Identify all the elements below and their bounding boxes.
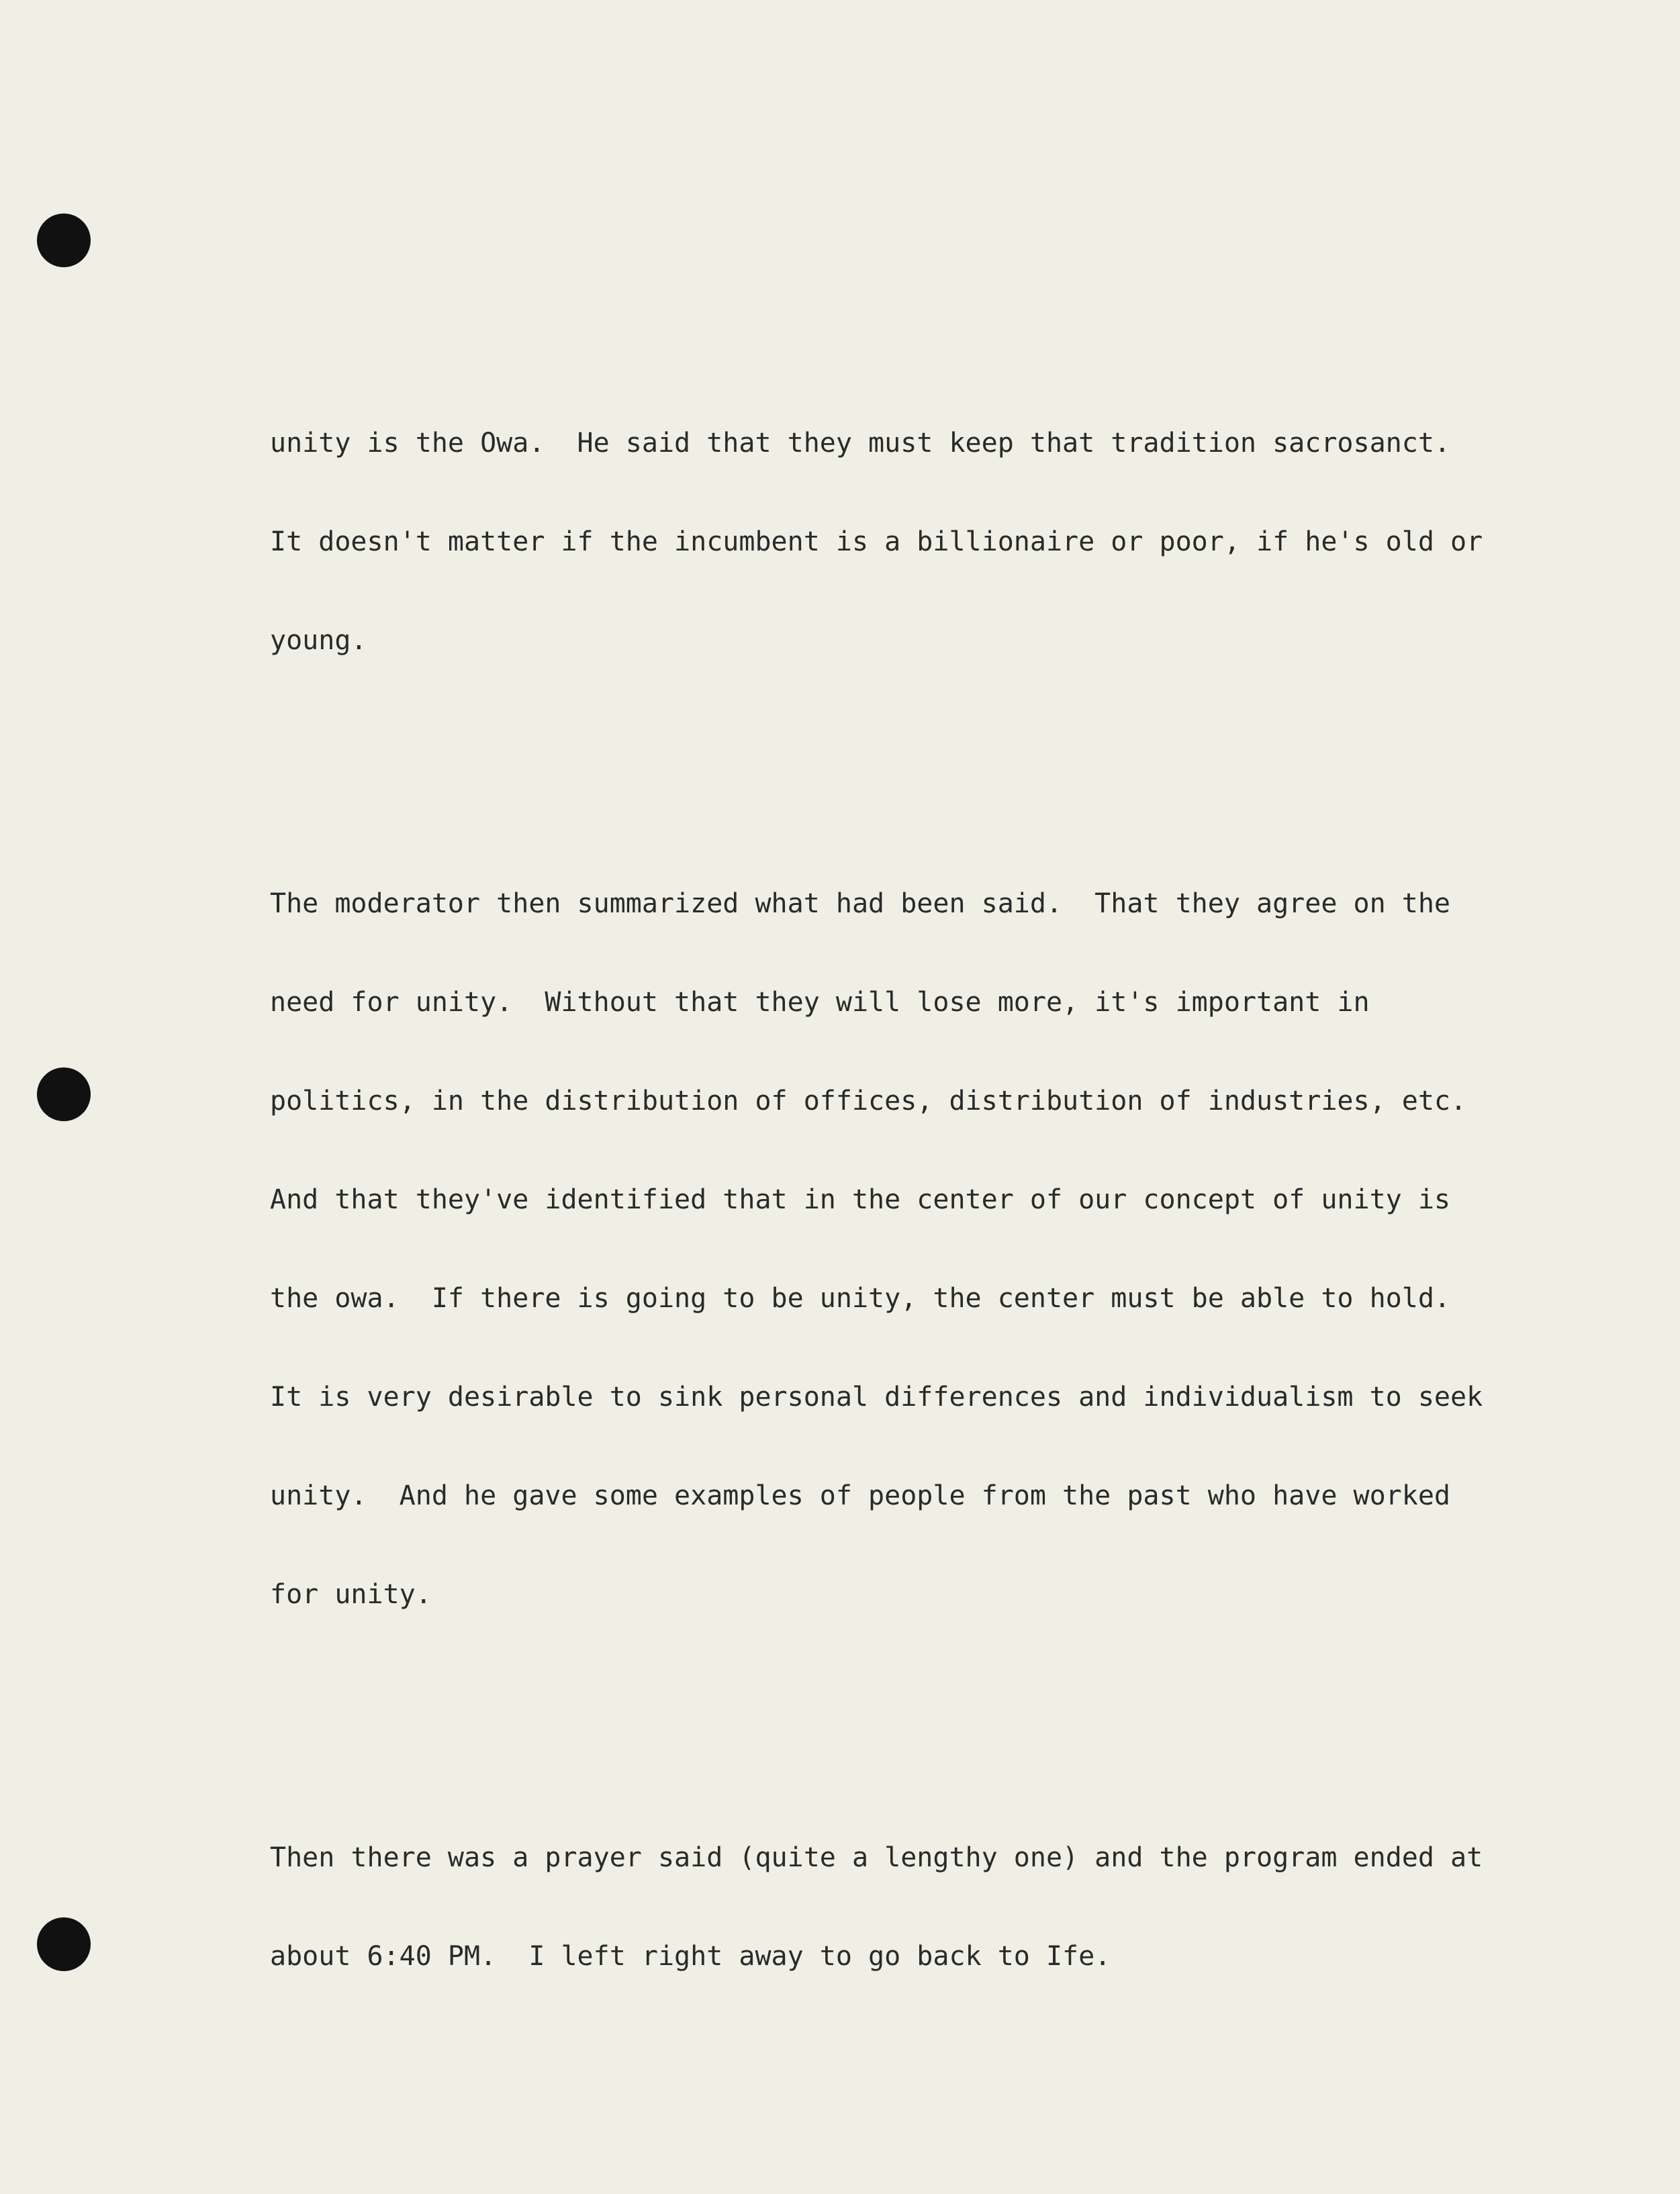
text-line: politics, in the distribution of offices, distribution of industries, etc.	[270, 1086, 1467, 1116]
paragraph-3	[270, 1776, 1532, 2039]
punch-hole-top	[37, 213, 91, 267]
punch-hole-bottom	[37, 1917, 91, 1971]
text-line: the owa. If there is going to be unity, the center must be able to hold.	[270, 1283, 1450, 1314]
text-line: It is very desirable to sink personal differences and individualism to seek	[270, 1382, 1483, 1413]
text-line: for unity.	[270, 1579, 432, 1610]
paragraph-2	[270, 822, 1532, 1677]
punch-hole-middle	[37, 1067, 91, 1121]
text-line: need for unity. Without that they will lose more, it's important in	[270, 987, 1370, 1018]
text-line: It doesn't matter if the incumbent is a billionaire or poor, if he's old or	[270, 526, 1483, 557]
text-line: about 6:40 PM. I left right away to go back to Ife.	[270, 1941, 1111, 1972]
paragraph-1	[270, 361, 1532, 723]
text-line: unity is the Owa. He said that they must keep that tradition sacrosanct.	[270, 428, 1450, 459]
text-line: unity. And he gave some examples of people from the past who have worked	[270, 1480, 1450, 1511]
text-line: Then there was a prayer said (quite a lengthy one) and the program ended at	[270, 1842, 1483, 1873]
text-line: The moderator then summarized what had been said. That they agree on the	[270, 888, 1450, 919]
text-line: And that they've identified that in the center of our concept of unity is	[270, 1184, 1450, 1215]
text-line: young.	[270, 625, 367, 656]
typed-text-body	[270, 295, 1532, 2138]
